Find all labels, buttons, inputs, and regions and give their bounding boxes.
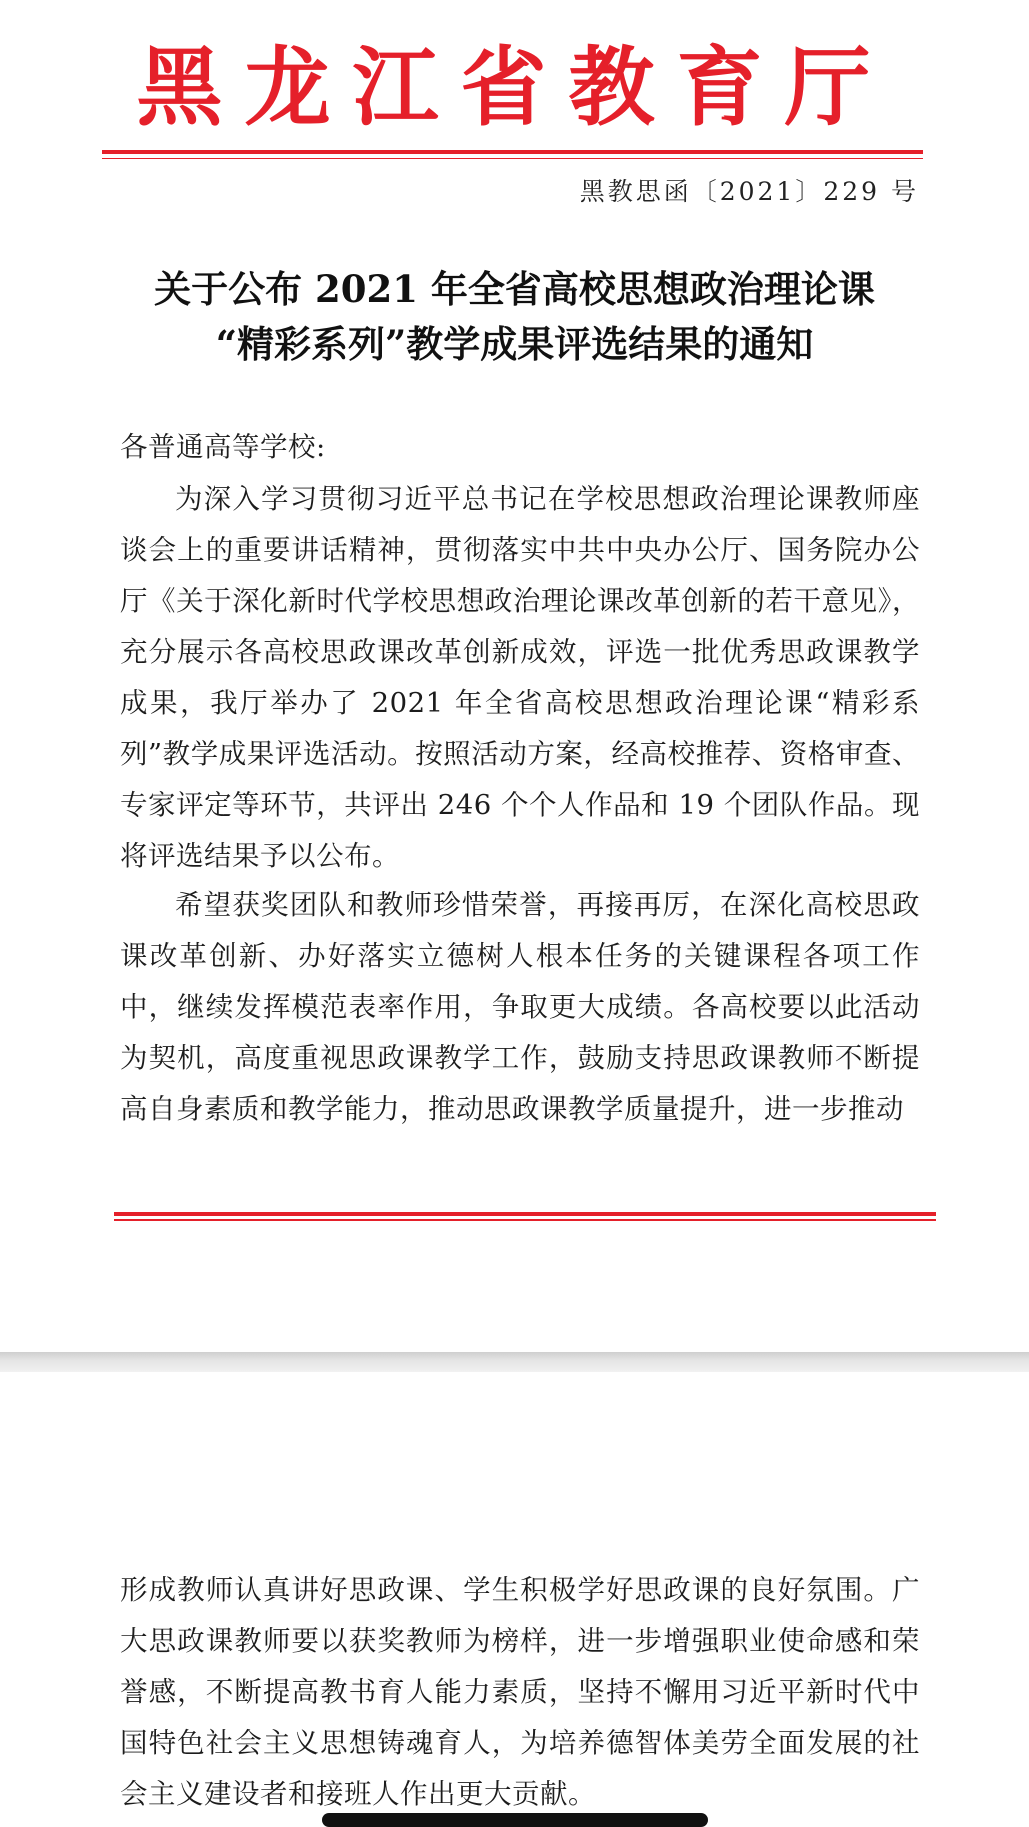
body-paragraph-1: 为深入学习贯彻习近平总书记在学校思想政治理论课教师座谈会上的重要讲话精神，贯彻落实中共中央办公厅、国务院办公厅《关于深化新时代学校思想政治理论课改革创新的若干意见》，充分展示各高校思政课改革创新成效，评选一批优秀思政课教学成果，我厅举办了 2021 年全省高校思想政治理论课“精彩系列”教学成果评选活动。按照活动方案，经高校推荐、资格审查、专家评定等环节，共评出 246 个个人作品和 19 个团队作品。现将评选结果予以公布。: [120, 483, 920, 872]
salutation: 各普通高等学校:: [120, 431, 326, 463]
footer-red-rule-thin: [114, 1219, 936, 1221]
agency-masthead: 黑龙江省教育厅: [136, 37, 893, 138]
footer-red-rule: [114, 1212, 936, 1216]
document-title-line-2: “精彩系列”教学成果评选结果的通知: [215, 322, 814, 366]
document-number: 黑教思函〔2021〕229 号: [579, 177, 919, 206]
document-title: [90, 262, 939, 372]
masthead-red-rule-thin: [102, 158, 923, 159]
document-title-line-1: 关于公布 2021 年全省高校思想政治理论课: [154, 267, 875, 311]
page-separator: [0, 1352, 1029, 1372]
body-paragraph-2: 希望获奖团队和教师珍惜荣誉，再接再厉，在深化高校思政课改革创新、办好落实立德树人根本任务的关键课程各项工作中，继续发挥模范表率作用，争取更大成绩。各高校要以此活动为契机，高度重视思政课教学工作，鼓励支持思政课教师不断提高自身素质和教学能力，推动思政课教学质量提升，进一步推动: [120, 889, 920, 1125]
masthead-red-rule: [102, 150, 923, 154]
body-paragraph-3: 形成教师认真讲好思政课、学生积极学好思政课的良好氛围。广大思政课教师要以获奖教师为榜样，进一步增强职业使命感和荣誉感，不断提高教书育人能力素质，坚持不懈用习近平新时代中国特色社会主义思想铸魂育人，为培养德智体美劳全面发展的社会主义建设者和接班人作出更大贡献。: [120, 1574, 920, 1810]
